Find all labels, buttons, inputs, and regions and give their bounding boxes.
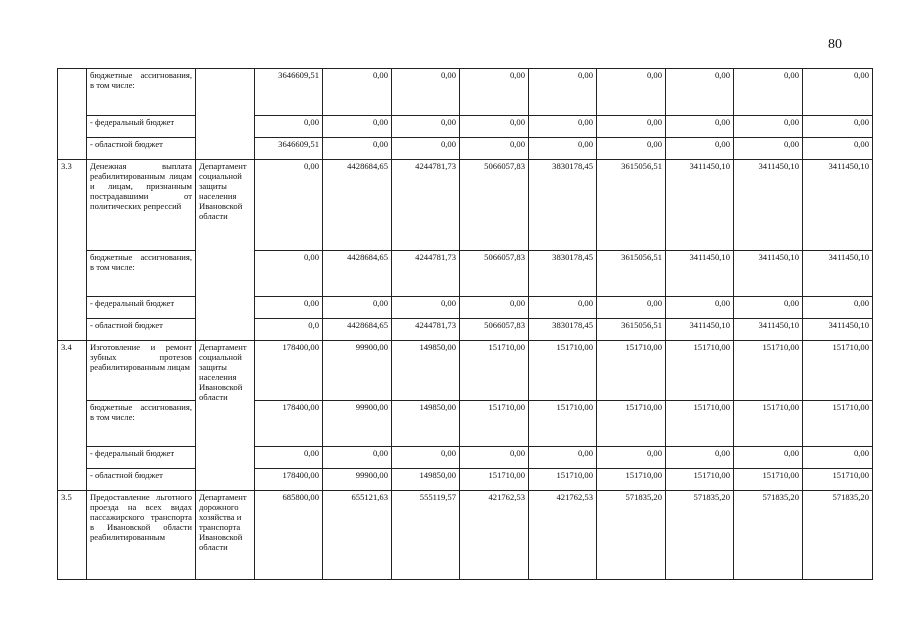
executor-cell [196, 69, 255, 160]
value-cell: 0,00 [666, 116, 734, 138]
table-row [58, 491, 873, 580]
value-cell: 0,00 [734, 297, 803, 319]
value-cell: 4428684,65 [323, 160, 392, 251]
value-cell: 0,00 [803, 116, 873, 138]
table-row [58, 401, 873, 447]
value-cell: 0,00 [255, 297, 323, 319]
value-cell: 4244781,73 [392, 251, 460, 297]
value-cell: 99900,00 [323, 401, 392, 447]
row-label: - областной бюджет [87, 319, 196, 341]
value-cell: 0,00 [460, 138, 529, 160]
table-row [58, 319, 873, 341]
value-cell: 0,00 [255, 160, 323, 251]
executor-cell: Департамент социальной защиты населения Ивановской области [196, 160, 255, 341]
value-cell: 0,00 [255, 251, 323, 297]
value-cell: 421762,53 [460, 491, 529, 580]
value-cell: 149850,00 [392, 469, 460, 491]
value-cell: 99900,00 [323, 341, 392, 401]
value-cell: 5066057,83 [460, 160, 529, 251]
executor-cell: Департамент социальной защиты населения Ивановской области [196, 341, 255, 491]
value-cell: 151710,00 [529, 401, 597, 447]
table-row [58, 469, 873, 491]
value-cell: 151710,00 [803, 341, 873, 401]
row-label: - федеральный бюджет [87, 116, 196, 138]
row-label: бюджетные ассигнования, в том числе: [87, 401, 196, 447]
value-cell: 571835,20 [666, 491, 734, 580]
value-cell: 3646609,51 [255, 69, 323, 116]
value-cell: 3411450,10 [734, 160, 803, 251]
value-cell: 3830178,45 [529, 319, 597, 341]
table-row [58, 138, 873, 160]
value-cell: 3411450,10 [803, 319, 873, 341]
value-cell: 0,00 [323, 297, 392, 319]
value-cell: 3646609,51 [255, 138, 323, 160]
value-cell: 0,00 [392, 138, 460, 160]
value-cell: 3830178,45 [529, 251, 597, 297]
value-cell: 151710,00 [597, 469, 666, 491]
table-row [58, 341, 873, 401]
value-cell: 0,00 [460, 447, 529, 469]
row-label: Денежная выплата реабилитированным лицам и лицам, признанным пострадавшими от политических репрессий [87, 160, 196, 251]
row-label: Предоставление льготного проезда на всех видах пассажирского транспорта в Ивановской области реабилитированным [87, 491, 196, 580]
value-cell: 0,00 [529, 138, 597, 160]
table-row [58, 116, 873, 138]
value-cell: 421762,53 [529, 491, 597, 580]
value-cell: 0,00 [323, 69, 392, 116]
value-cell: 0,00 [392, 447, 460, 469]
value-cell: 571835,20 [597, 491, 666, 580]
row-label: - областной бюджет [87, 138, 196, 160]
value-cell: 4244781,73 [392, 160, 460, 251]
value-cell: 151710,00 [529, 469, 597, 491]
value-cell: 655121,63 [323, 491, 392, 580]
value-cell: 0,00 [323, 447, 392, 469]
value-cell: 151710,00 [597, 401, 666, 447]
value-cell: 178400,00 [255, 469, 323, 491]
value-cell: 0,00 [597, 116, 666, 138]
table-row [58, 251, 873, 297]
value-cell: 685800,00 [255, 491, 323, 580]
value-cell: 0,00 [460, 297, 529, 319]
value-cell: 3615056,51 [597, 160, 666, 251]
value-cell: 3830178,45 [529, 160, 597, 251]
table-row [58, 69, 873, 116]
page-number: 80 [828, 37, 842, 52]
value-cell: 178400,00 [255, 341, 323, 401]
value-cell: 0,00 [666, 297, 734, 319]
value-cell: 149850,00 [392, 341, 460, 401]
value-cell: 151710,00 [666, 469, 734, 491]
value-cell: 178400,00 [255, 401, 323, 447]
value-cell: 571835,20 [734, 491, 803, 580]
value-cell: 151710,00 [666, 341, 734, 401]
row-label: Изготовление и ремонт зубных протезов реабилитированным лицам [87, 341, 196, 401]
value-cell: 0,00 [255, 116, 323, 138]
value-cell: 0,00 [392, 297, 460, 319]
value-cell: 149850,00 [392, 401, 460, 447]
value-cell: 151710,00 [666, 401, 734, 447]
value-cell: 151710,00 [529, 341, 597, 401]
row-label: бюджетные ассигнования, в том числе: [87, 69, 196, 116]
value-cell: 0,00 [597, 297, 666, 319]
row-label: - областной бюджет [87, 469, 196, 491]
value-cell: 0,00 [734, 116, 803, 138]
value-cell: 0,00 [666, 138, 734, 160]
value-cell: 0,00 [255, 447, 323, 469]
value-cell: 4428684,65 [323, 319, 392, 341]
value-cell: 0,00 [803, 69, 873, 116]
value-cell: 4244781,73 [392, 319, 460, 341]
value-cell: 555119,57 [392, 491, 460, 580]
value-cell: 0,00 [803, 297, 873, 319]
value-cell: 151710,00 [460, 341, 529, 401]
value-cell: 151710,00 [734, 341, 803, 401]
table-row [58, 297, 873, 319]
value-cell: 3411450,10 [666, 319, 734, 341]
value-cell: 99900,00 [323, 469, 392, 491]
value-cell: 3411450,10 [666, 251, 734, 297]
value-cell: 3615056,51 [597, 319, 666, 341]
value-cell: 571835,20 [803, 491, 873, 580]
row-label: бюджетные ассигнования, в том числе: [87, 251, 196, 297]
value-cell: 3411450,10 [803, 160, 873, 251]
value-cell: 0,0 [255, 319, 323, 341]
value-cell: 3615056,51 [597, 251, 666, 297]
value-cell: 0,00 [803, 138, 873, 160]
index-cell [58, 69, 87, 160]
value-cell: 0,00 [392, 116, 460, 138]
value-cell: 151710,00 [803, 401, 873, 447]
value-cell: 0,00 [460, 69, 529, 116]
executor-cell: Департамент дорожного хозяйства и транспорта Ивановской области [196, 491, 255, 580]
value-cell: 0,00 [734, 447, 803, 469]
table-row [58, 160, 873, 251]
value-cell: 0,00 [529, 116, 597, 138]
value-cell: 0,00 [597, 447, 666, 469]
value-cell: 0,00 [666, 69, 734, 116]
value-cell: 0,00 [734, 69, 803, 116]
value-cell: 0,00 [597, 69, 666, 116]
value-cell: 3411450,10 [734, 251, 803, 297]
value-cell: 5066057,83 [460, 319, 529, 341]
index-cell: 3.5 [58, 491, 87, 580]
value-cell: 5066057,83 [460, 251, 529, 297]
value-cell: 151710,00 [597, 341, 666, 401]
value-cell: 0,00 [323, 138, 392, 160]
value-cell: 151710,00 [460, 469, 529, 491]
value-cell: 3411450,10 [734, 319, 803, 341]
row-label: - федеральный бюджет [87, 297, 196, 319]
table-row [58, 447, 873, 469]
value-cell: 151710,00 [734, 401, 803, 447]
value-cell: 151710,00 [460, 401, 529, 447]
value-cell: 3411450,10 [803, 251, 873, 297]
value-cell: 4428684,65 [323, 251, 392, 297]
value-cell: 151710,00 [803, 469, 873, 491]
value-cell: 0,00 [529, 447, 597, 469]
value-cell: 0,00 [666, 447, 734, 469]
value-cell: 0,00 [529, 297, 597, 319]
value-cell: 151710,00 [734, 469, 803, 491]
value-cell: 0,00 [323, 116, 392, 138]
value-cell: 0,00 [734, 138, 803, 160]
value-cell: 0,00 [392, 69, 460, 116]
index-cell: 3.3 [58, 160, 87, 341]
value-cell: 0,00 [460, 116, 529, 138]
budget-table [57, 68, 873, 580]
row-label: - федеральный бюджет [87, 447, 196, 469]
value-cell: 3411450,10 [666, 160, 734, 251]
index-cell: 3.4 [58, 341, 87, 491]
value-cell: 0,00 [803, 447, 873, 469]
value-cell: 0,00 [597, 138, 666, 160]
value-cell: 0,00 [529, 69, 597, 116]
